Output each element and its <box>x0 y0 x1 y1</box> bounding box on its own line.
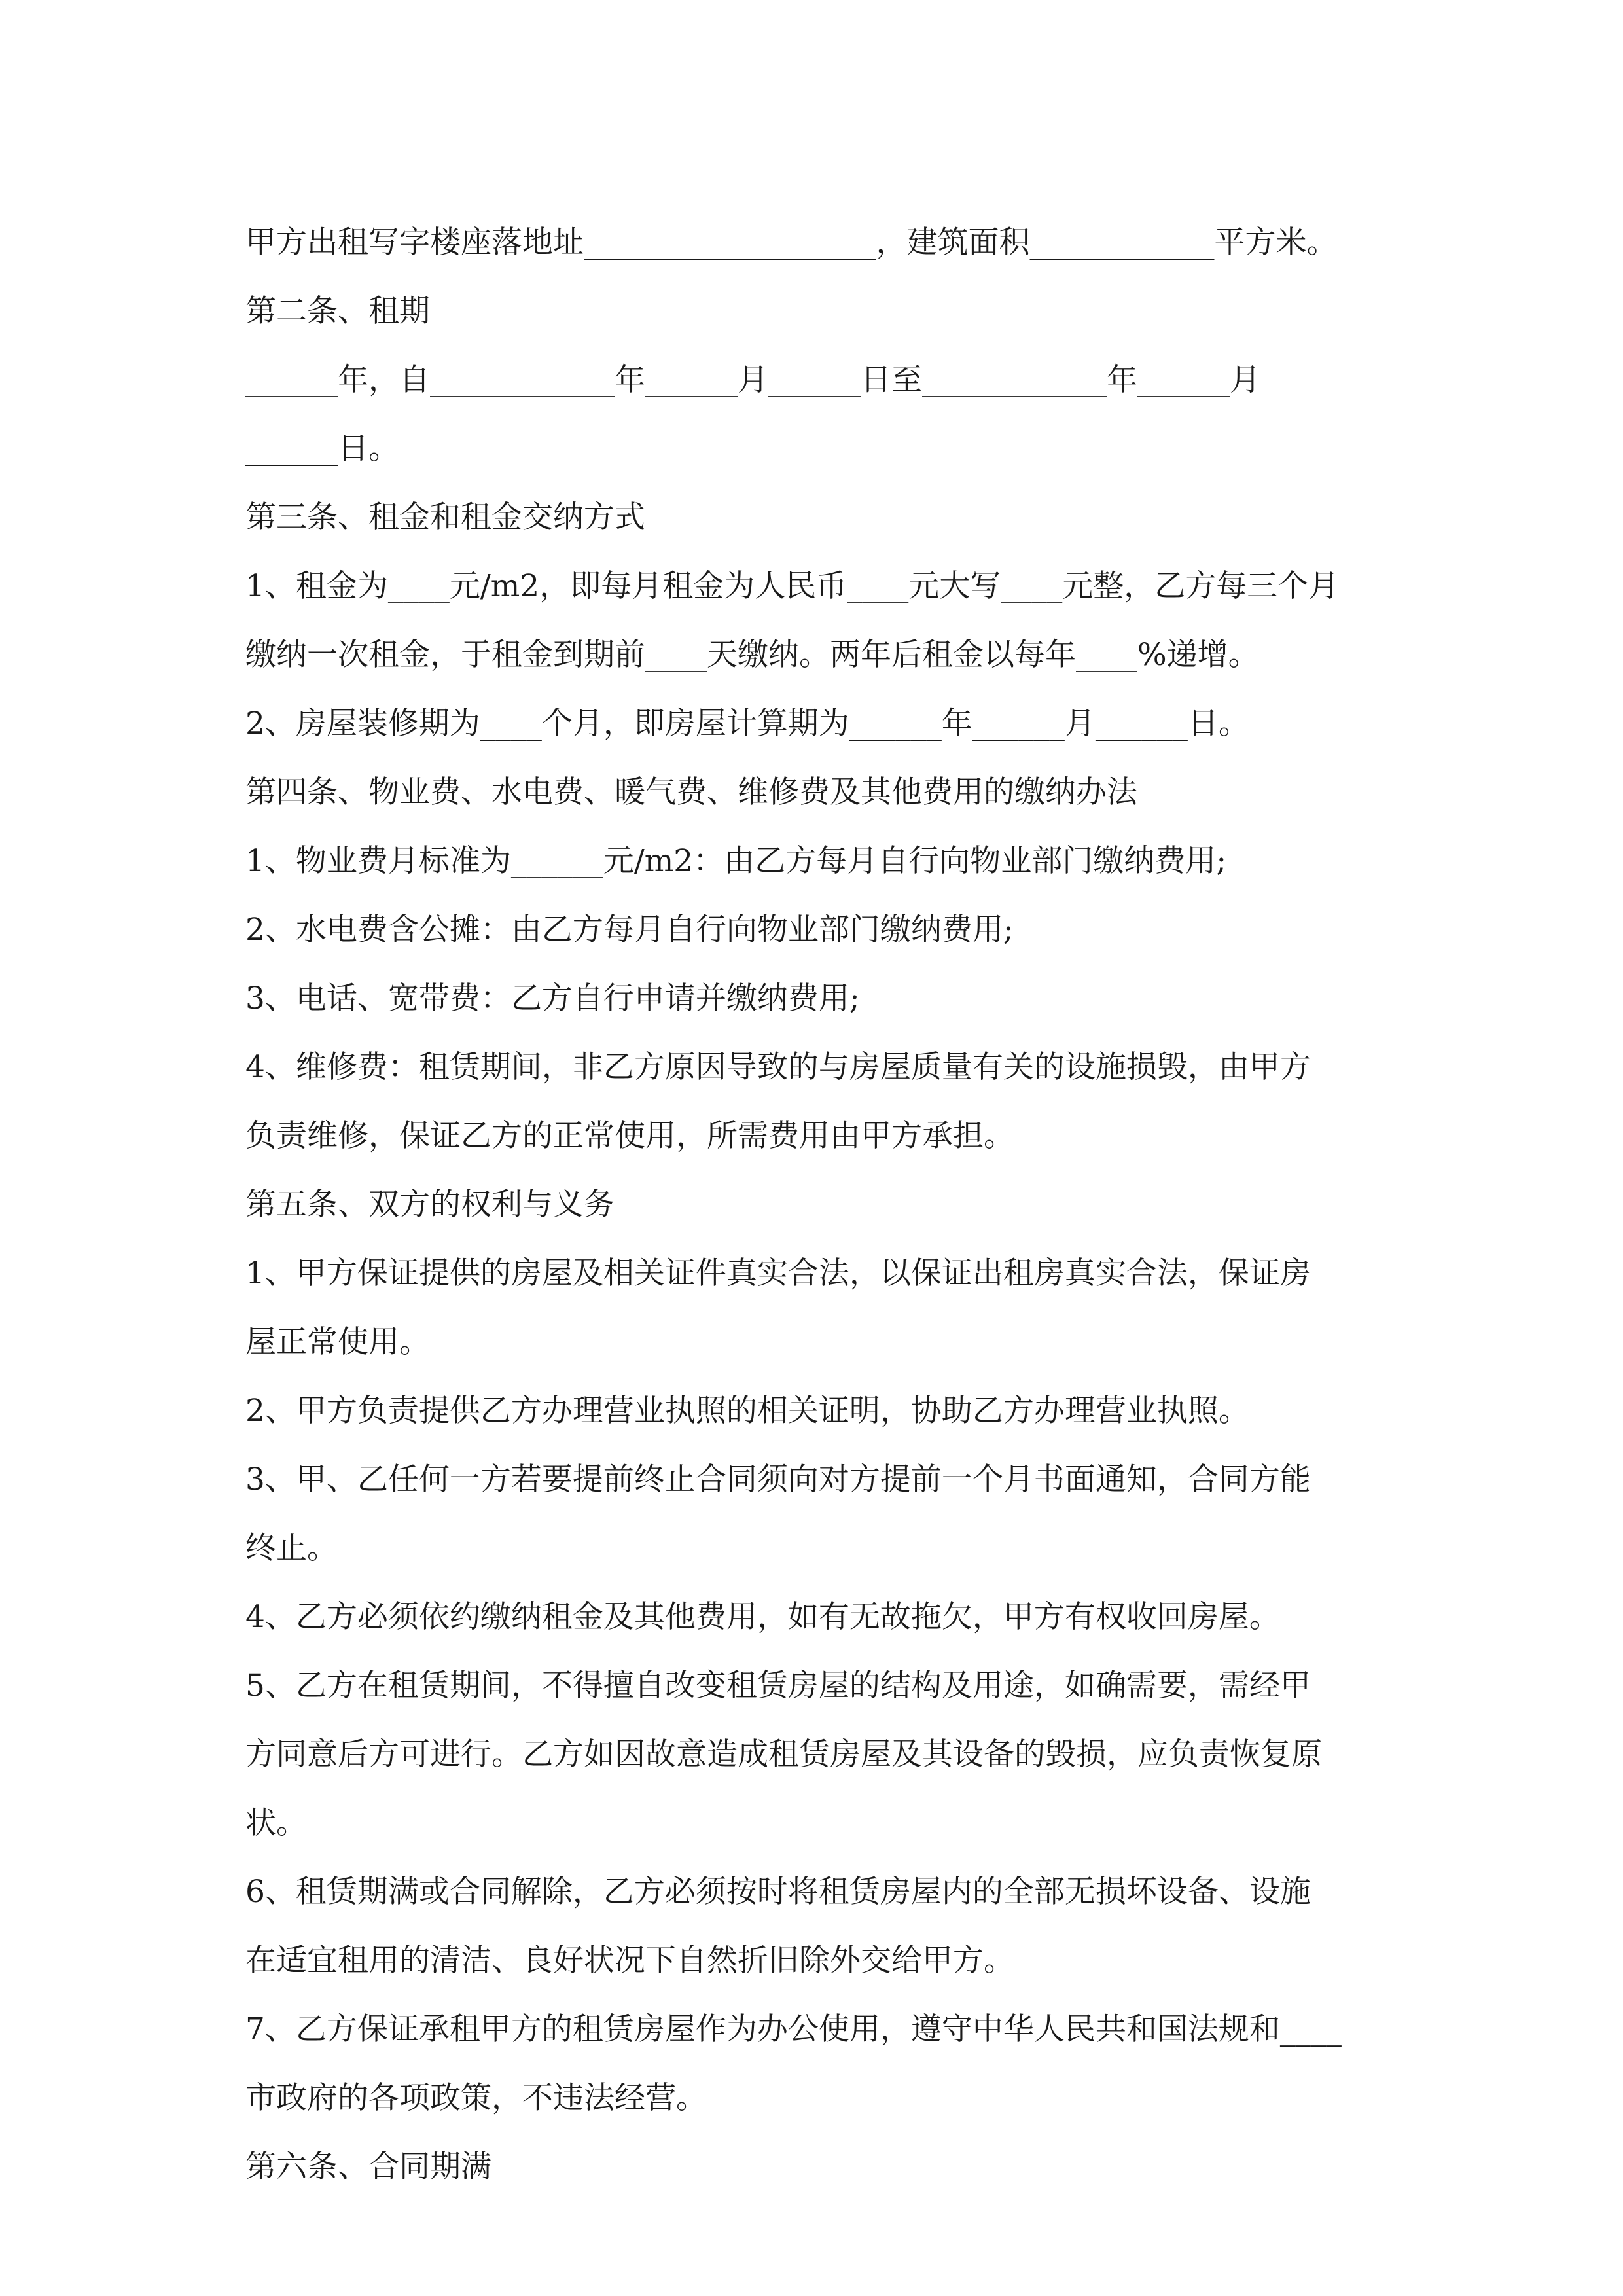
text-line: 4、维修费：租赁期间，非乙方原因导致的与房屋质量有关的设施损毁，由甲方 <box>245 1049 1311 1085</box>
text-line: 市政府的各项政策，不违法经营。 <box>245 2080 707 2116</box>
text-line: 屋正常使用。 <box>245 1324 430 1360</box>
section-heading: 第四条、物业费、水电费、暖气费、维修费及其他费用的缴纳办法 <box>245 774 1137 810</box>
text-line: 负责维修，保证乙方的正常使用，所需费用由甲方承担。 <box>245 1118 1014 1154</box>
text-line: 状。 <box>245 1805 307 1841</box>
text-line: 在适宜租用的清洁、良好状况下自然折旧除外交给甲方。 <box>245 1943 1014 1979</box>
text-line: 缴纳一次租金，于租金到期前____天缴纳。两年后租金以每年____%递增。 <box>245 637 1259 673</box>
section-heading: 第三条、租金和租金交纳方式 <box>245 499 645 535</box>
text-line: 6、租赁期满或合同解除，乙方必须按时将租赁房屋内的全部无损坏设备、设施 <box>245 1874 1311 1910</box>
text-line: 1、物业费月标准为______元/m2：由乙方每月自行向物业部门缴纳费用; <box>245 843 1227 879</box>
text-line: 2、房屋装修期为____个月，即房屋计算期为______年______月______日。 <box>245 706 1249 742</box>
section-heading: 第六条、合同期满 <box>245 2149 491 2185</box>
text-line: 甲方出租写字楼座落地址___________________，建筑面积____________平方米。 <box>245 224 1338 260</box>
text-line: 7、乙方保证承租甲方的租赁房屋作为办公使用，遵守中华人民共和国法规和____ <box>245 2011 1342 2047</box>
text-line: ______年，自____________年______月______日至____________年______月 <box>245 362 1260 398</box>
text-line: 2、水电费含公摊：由乙方每月自行向物业部门缴纳费用; <box>245 912 1014 948</box>
text-line: 终止。 <box>245 1530 338 1566</box>
document-body <box>245 208 1387 2201</box>
text-line: 1、租金为____元/m2，即每月租金为人民币____元大写____元整，乙方每三个月 <box>245 568 1340 604</box>
section-heading: 第五条、双方的权利与义务 <box>245 1187 615 1223</box>
text-line: 2、甲方负责提供乙方办理营业执照的相关证明，协助乙方办理营业执照。 <box>245 1393 1249 1429</box>
text-line: 5、乙方在租赁期间，不得擅自改变租赁房屋的结构及用途，如确需要，需经甲 <box>245 1668 1311 1704</box>
text-line: 4、乙方必须依约缴纳租金及其他费用，如有无故拖欠，甲方有权收回房屋。 <box>245 1599 1280 1635</box>
text-line: 3、甲、乙任何一方若要提前终止合同须向对方提前一个月书面通知，合同方能 <box>245 1462 1311 1498</box>
text-line: ______日。 <box>245 431 399 467</box>
section-heading: 第二条、租期 <box>245 293 430 329</box>
text-line: 3、电话、宽带费：乙方自行申请并缴纳费用; <box>245 980 860 1016</box>
text-line: 1、甲方保证提供的房屋及相关证件真实合法，以保证出租房真实合法，保证房 <box>245 1255 1311 1291</box>
text-line: 方同意后方可进行。乙方如因故意造成租赁房屋及其设备的毁损，应负责恢复原 <box>245 1736 1322 1772</box>
